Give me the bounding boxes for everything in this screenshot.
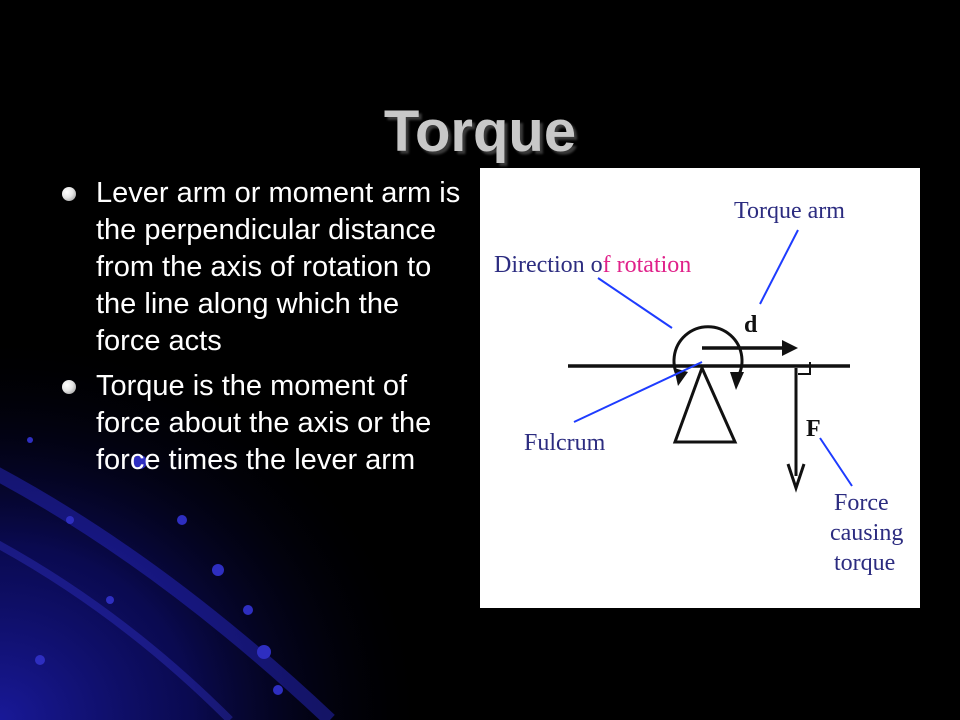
bullet-text: Torque is the moment of force about the axis or the force times the lever arm	[96, 370, 432, 476]
label-F: F	[806, 416, 821, 442]
distance-arrowhead-icon	[782, 340, 798, 356]
leader-line-torque-arm	[760, 230, 798, 304]
bullet-text: Lever arm or moment arm is the perpendicular distance from the axis of rotation to the line along which the force acts	[96, 177, 461, 357]
label-direction-highlight: f rotation	[602, 252, 692, 278]
bullet-list	[60, 175, 465, 487]
label-direction-prefix: Direction o	[494, 252, 603, 278]
leader-line-force	[820, 438, 852, 486]
torque-diagram	[480, 168, 920, 608]
bullet-dot-icon	[62, 187, 76, 201]
rotation-arrowhead-icon	[730, 372, 744, 390]
slide-title: Torque	[383, 98, 577, 164]
label-force-line2: causing	[830, 520, 904, 546]
bullet-dot-icon	[62, 380, 76, 394]
right-angle-mark	[798, 362, 810, 374]
label-force-line3: torque	[834, 550, 896, 576]
leader-line-fulcrum	[574, 362, 702, 422]
fulcrum-triangle	[675, 368, 735, 442]
leader-line-direction	[598, 278, 672, 328]
label-torque-arm: Torque arm	[734, 198, 845, 224]
bullet-item	[60, 368, 465, 479]
label-fulcrum: Fulcrum	[524, 430, 606, 456]
bullet-item	[60, 175, 465, 360]
label-d: d	[744, 312, 758, 338]
rotation-arrowhead-icon	[674, 368, 688, 386]
label-force-line1: Force	[834, 490, 889, 516]
label-direction-of-rotation	[494, 252, 691, 278]
